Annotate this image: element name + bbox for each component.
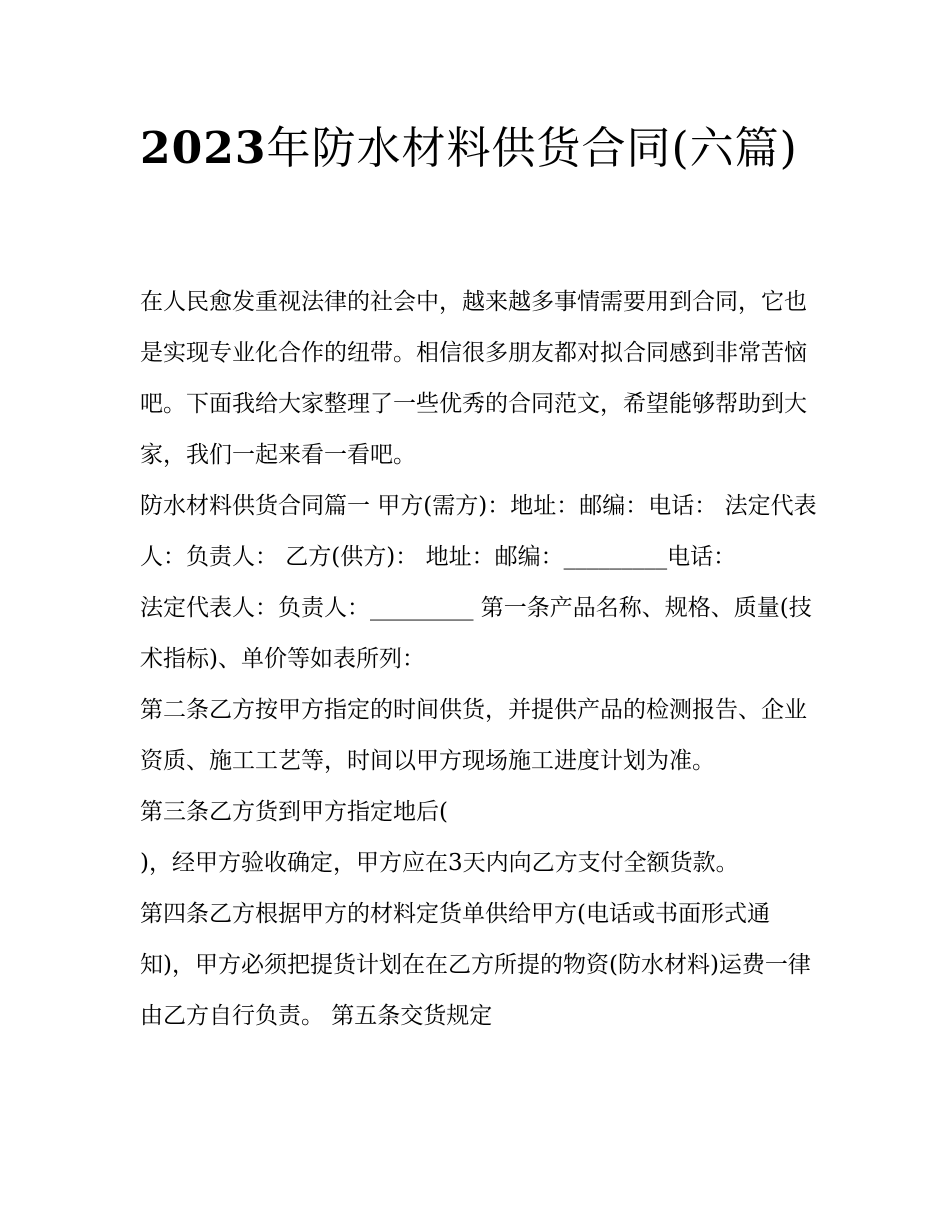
- paragraph-article-2: 第二条乙方按甲方指定的时间供货，并提供产品的检测报告、企业资质、施工工艺等，时间以甲方现场施工进度计划为准。: [140, 697, 807, 774]
- paragraph-article-4: 第四条乙方根据甲方的材料定货单供给甲方(电话或书面形式通知)，甲方必须把提货计划在在乙方所提的物资(防水材料)运费一律由乙方自行负责。 第五条交货规定: [140, 901, 811, 1029]
- paragraph-article-1: 法定代表人：负责人：_________ 第一条产品名称、规格、质量(技术指标)、单价等如表所列：: [140, 595, 812, 672]
- paragraph-article-3-cont: )，经甲方验收确定，甲方应在3天内向乙方支付全额货款。: [140, 850, 739, 876]
- paragraph-article-3: 第三条乙方货到甲方指定地后(: [140, 799, 448, 825]
- document-body: [140, 277, 820, 1042]
- paragraph-parties: 防水材料供货合同篇一 甲方(需方)：地址：邮编：电话： 法定代表人：负责人： 乙方(供方)： 地址：邮编：_________电话：: [140, 493, 817, 570]
- title-year: 2023: [140, 123, 267, 174]
- document-title: [140, 118, 830, 180]
- paragraph-intro: 在人民愈发重视法律的社会中，越来越多事情需要用到合同，它也是实现专业化合作的纽带。相信很多朋友都对拟合同感到非常苦恼吧。下面我给大家整理了一些优秀的合同范文，希望能够帮助到大家，我们一起来看一看吧。: [140, 289, 807, 468]
- title-text: 年防水材料供货合同(六篇): [266, 123, 798, 174]
